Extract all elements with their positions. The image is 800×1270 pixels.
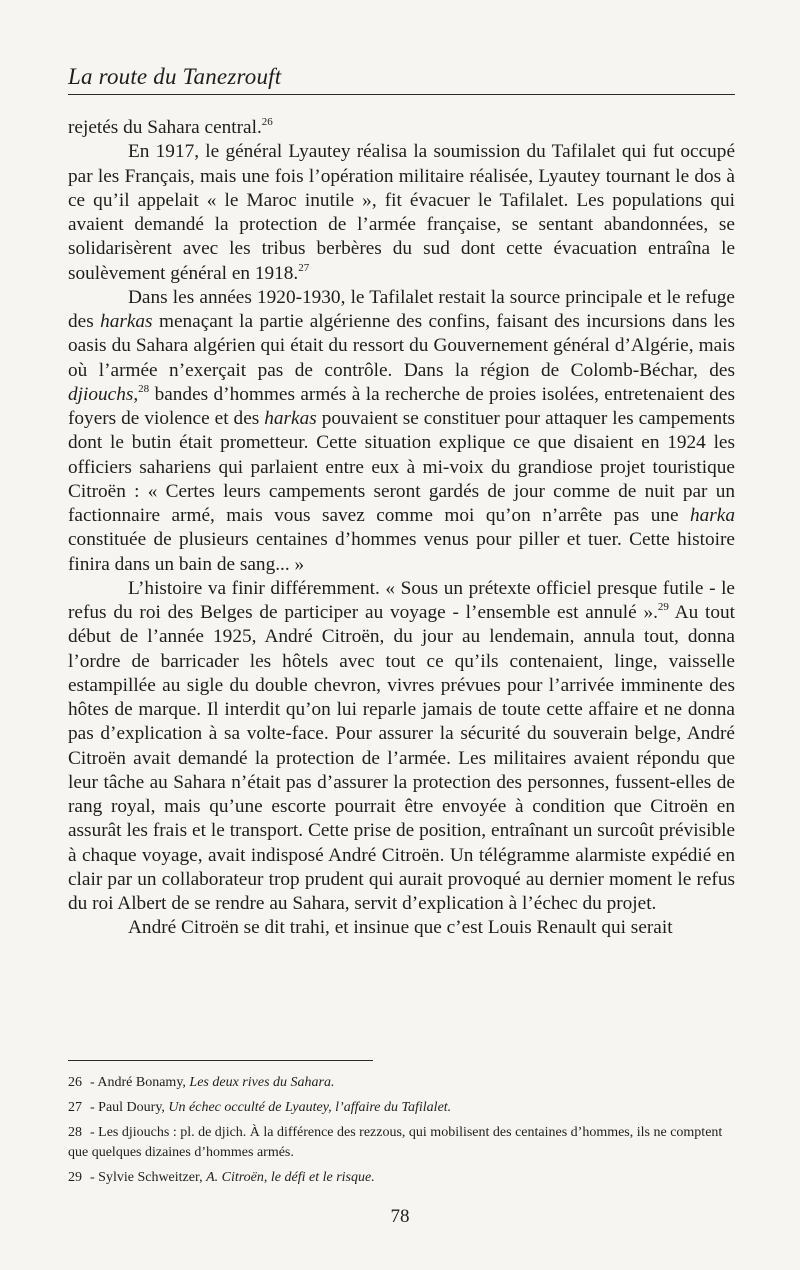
footnote bbox=[68, 1168, 735, 1188]
italic-text: Les deux rives du Sahara. bbox=[189, 1075, 335, 1090]
text-run: André Citroën se dit trahi, et insinue que c’est Louis Renault qui serait bbox=[128, 917, 673, 939]
italic-text: harkas bbox=[100, 311, 153, 332]
footnote-ref: 26 bbox=[261, 116, 273, 128]
paragraph bbox=[68, 577, 735, 917]
text-run: constituée de plusieurs centaines d’hommes venus pour piller et tuer. Cette histoire finira dans un bain de sang... » bbox=[68, 529, 735, 575]
italic-text: harka bbox=[690, 505, 735, 526]
footnote bbox=[68, 1123, 735, 1163]
footnote-rule bbox=[68, 1060, 373, 1061]
page-number: 78 bbox=[390, 1206, 410, 1227]
text-run: rejetés du Sahara central. bbox=[68, 117, 262, 138]
italic-text: harkas bbox=[264, 408, 317, 429]
paragraph bbox=[68, 286, 735, 577]
text-run: - Sylvie Schweitzer, bbox=[90, 1170, 207, 1185]
running-head: La route du Tanezrouft bbox=[68, 64, 282, 89]
text-run: - André Bonamy, bbox=[90, 1075, 190, 1090]
footnote-ref: 28 bbox=[138, 382, 150, 395]
footnote-number: 27 bbox=[68, 1100, 82, 1115]
italic-text: Un échec occulté de Lyautey, l’affaire du Tafilalet. bbox=[168, 1100, 452, 1115]
footnotes bbox=[68, 1073, 735, 1193]
footnote-number: 28 bbox=[68, 1125, 82, 1140]
text-run: Dans les années 1920-1930, le Tafilalet restait la source principale et le refuge des bbox=[68, 286, 735, 332]
body-text bbox=[68, 116, 735, 941]
footnote-ref: 29 bbox=[657, 601, 669, 613]
paragraph bbox=[68, 916, 735, 940]
text-run: menaçant la partie algérienne des confins, faisant des incursions dans les oasis du Sahara algérien qui était du ressort du Gouvernement général d’Algérie, mais où l’armée n’exerçait pas de contrôle. Dans la région de Colomb-Béchar, des bbox=[68, 311, 735, 381]
text-run: - Paul Doury, bbox=[90, 1100, 169, 1115]
header-rule bbox=[68, 94, 735, 95]
footnote-number: 29 bbox=[68, 1170, 82, 1185]
footnote bbox=[68, 1073, 735, 1093]
text-run: En 1917, le général Lyautey réalisa la soumission du Tafilalet qui fut occupé par les Français, mais une fois l’opération militaire réalisée, Lyautey tournant le dos à ce qu’il appelait « le Maroc inutile », fit évacuer le Tafilalet. Les populations qui avaient demandé la protection de l’armée française, se sentant abandonnées, se solidarisèrent avec les tribus berbères du sud dont cette évacuation entraîna le soulèvement général en 1918. bbox=[68, 141, 735, 284]
text-run: , bbox=[133, 383, 139, 405]
paragraph bbox=[68, 116, 735, 140]
paragraph bbox=[68, 140, 735, 286]
footnote-number: 26 bbox=[68, 1075, 82, 1090]
text-run: pouvaient se constituer pour attaquer les campements dont le butin était prometteur. Cette situation explique ce que disaient en 1924 les officiers sahariens qui parlaient entre eux à mi-voix du grandiose projet touristique Citroën : « Certes leurs campements seront gardés de jour comme de nuit par un factionnaire armé, mais vous savez comme moi qu’on n’arrête pas une bbox=[68, 408, 735, 526]
text-run: Au tout début de l’année 1925, André Citroën, du jour au lendemain, annula tout, donna l’ordre de barricader les hôtels avec tout ce qu’ils contenaient, linge, vaisselle estampillée au sigle du double chevron, vivres prévues pour l’arrivée imminente des hôtes de marque. Il interdit qu’on lui reparle jamais de toute cette affaire et ne donna pas d’explication à sa volte-face. Pour assurer la sécurité du souverain belge, André Citroën avait demandé la protection de l’armée. Les militaires avaient répondu que leur tâche au Sahara n’était pas d’assurer la protection des personnes, fussent-elles de rang royal, mais qu’une escorte pourrait être envoyée à condition que Citroën en assurât les frais et le transport. Cette prise de position, entraînant un surcoût prévisible à chaque voyage, avait indisposé André Citroën. Un télégramme alarmiste expédié en clair par un collaborateur trop prudent qui aurait provoqué au dernier moment le refus du roi Albert de se rendre au Sahara, servit d’explication à l’échec du projet. bbox=[68, 602, 735, 914]
text-run: bandes d’hommes armés à la recherche de proies isolées, entretenaient des foyers de violence et des bbox=[68, 383, 735, 429]
footnote bbox=[68, 1098, 735, 1118]
italic-text: djiouchs bbox=[68, 383, 134, 405]
text-run: - Les djiouchs : pl. de djich. À la différence des rezzous, qui mobilisent des centaines d’hommes, ils ne comptent que quelques dizaines d’hommes armés. bbox=[68, 1125, 723, 1160]
italic-text: A. Citroën, le défi et le risque. bbox=[206, 1170, 375, 1185]
text-run: L’histoire va finir différemment. « Sous un prétexte officiel presque futile - le refus du roi des Belges de participer au voyage - l’ensemble est annulé ». bbox=[68, 577, 735, 623]
footnote-ref: 27 bbox=[298, 261, 310, 274]
